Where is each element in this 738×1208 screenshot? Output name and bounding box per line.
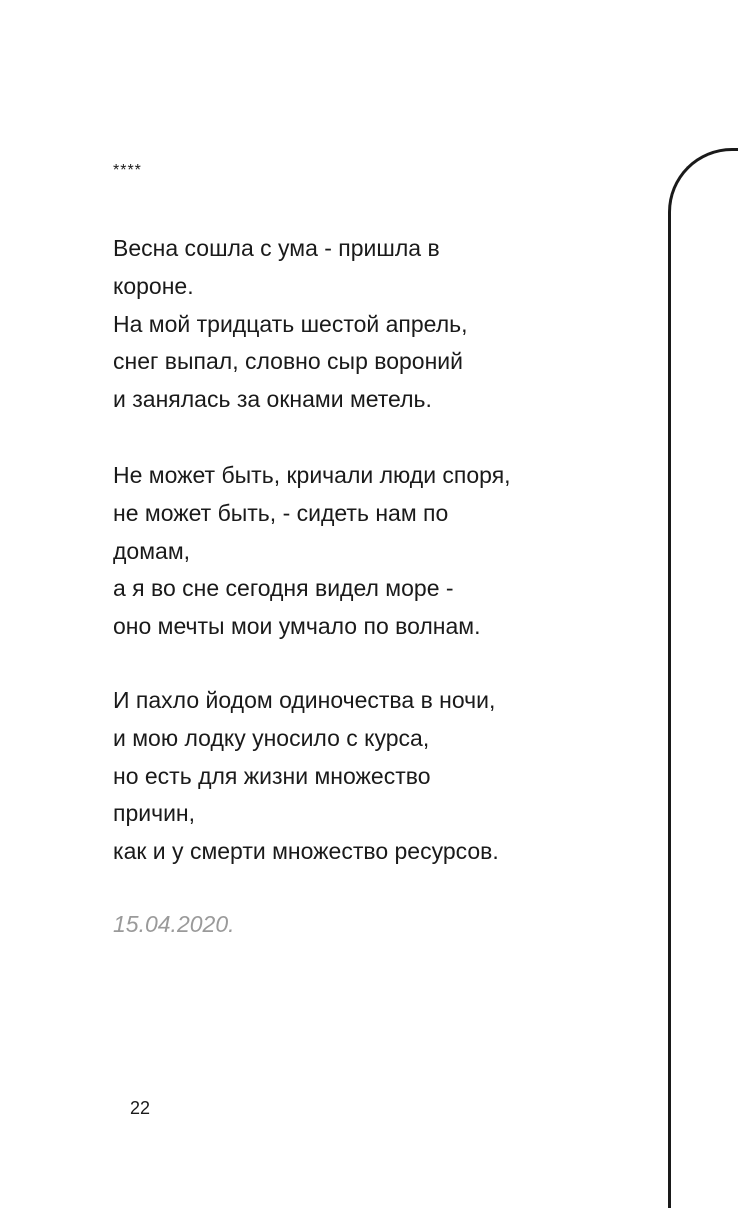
poem-line: Весна сошла с ума - пришла в [113,235,440,261]
stanza-1 [113,230,468,419]
poem-line: короне. [113,272,194,299]
poem-line: причин, [113,800,196,827]
poem-line: Не может быть, кричали люди споря, [113,462,511,488]
page-number: 22 [130,1098,151,1118]
stanza-2 [113,457,511,646]
poem-line: На мой тридцать шестой апрель, [113,310,468,337]
poem-line: и мою лодку уносило с курса, [113,724,430,751]
page-edge-frame [668,148,738,1208]
poem-line: как и у смерти множество ресурсов. [113,838,499,865]
poem-heading: **** [113,162,142,179]
poem-date: 15.04.2020. [113,911,235,937]
poem-line: снег выпал, словно сыр вороний [113,348,463,375]
poem-line: и занялась за окнами метель. [113,386,432,413]
poem-line: домам, [113,537,191,564]
poem-line: оно мечты мои умчало по волнам. [113,613,481,640]
poem-line: И пахло йодом одиночества в ночи, [113,687,496,713]
poem-line: не может быть, - сидеть нам по [113,499,449,526]
stanza-3 [113,682,499,871]
poem-line: но есть для жизни множество [113,762,431,789]
poem-line: а я во сне сегодня видел море - [113,575,454,602]
